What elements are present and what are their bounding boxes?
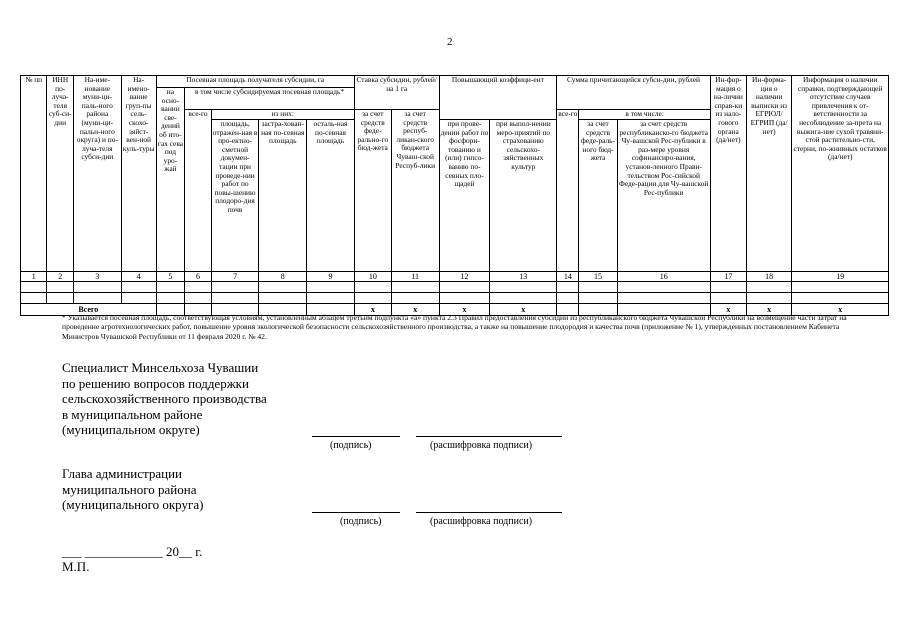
header-sown-area-group: Посевная площадь получателя субсидии, га — [156, 76, 354, 88]
column-number: 10 — [354, 272, 391, 282]
table-row — [21, 282, 889, 293]
table-cell[interactable] — [746, 282, 792, 293]
specialist-signature-line[interactable] — [312, 436, 400, 437]
header-tax-certificate: Ин-фор-мация о на-личии справ-ки из нало-гового органа (да/нет) — [710, 76, 746, 272]
header-district: На-име-нование муни-ци-паль-ного района (муни-ци-пальн-ного округа) и по-луча-теля субси-дии — [73, 76, 121, 272]
table-cell[interactable] — [121, 293, 156, 304]
column-number: 4 — [121, 272, 156, 282]
table-cell[interactable] — [579, 293, 617, 304]
date-line[interactable]: ___ ____________ 20__ г. — [62, 544, 203, 559]
total-label: Всего — [21, 304, 157, 316]
head-decoding-caption: (расшифровка подписи) — [430, 516, 533, 527]
column-number: 15 — [579, 272, 617, 282]
table-cell[interactable] — [307, 293, 355, 304]
column-number: 14 — [557, 272, 579, 282]
header-in-that: в том числе: — [579, 110, 710, 120]
specialist-signature-caption: (подпись) — [330, 440, 372, 451]
column-number: 8 — [259, 272, 307, 282]
table-cell[interactable] — [156, 293, 185, 304]
subsidy-table — [20, 75, 889, 316]
header-sum-group: Сумма причитающейся субси-дии, рублей — [557, 76, 711, 110]
header-coef-insurance: при выпол-нении меро-приятий по страхованию сельскохо-зяйственных культур — [490, 120, 557, 272]
head-title-line: муниципального района — [62, 481, 197, 497]
table-cell[interactable] — [73, 282, 121, 293]
table-cell[interactable] — [259, 282, 307, 293]
header-fire-ban-certificate: Информация о наличии справки, подтверждающей отсутствие случаев привлечения к от-ветственности за несоблюдение за-прета на выжига-ние сухой травяни-стой растительно-сти, стерни, по-жнивных остатков (да/нет) — [792, 76, 889, 272]
column-number: 16 — [617, 272, 710, 282]
table-cell[interactable] — [156, 282, 185, 293]
table-cell[interactable] — [710, 282, 746, 293]
column-number: 13 — [490, 272, 557, 282]
total-x-mark: х — [792, 304, 889, 316]
table-cell[interactable] — [259, 293, 307, 304]
column-number: 6 — [185, 272, 211, 282]
column-number: 11 — [391, 272, 439, 282]
table-cell[interactable] — [557, 293, 579, 304]
header-inn: ИНН по-луча-теля суб-си-дии — [47, 76, 73, 272]
header-coef-phosphoritization: при прове-дении работ по фосфори-тованию и (или) гипсо-ванию по-севных пло-щадей — [439, 120, 490, 272]
table-cell[interactable] — [121, 282, 156, 293]
column-number: 5 — [156, 272, 185, 282]
column-number: 19 — [792, 272, 889, 282]
header-coefficient-group: Повышающий коэффици-ент — [439, 76, 557, 120]
total-x-mark: х — [710, 304, 746, 316]
header-area-total: все-го — [185, 110, 211, 272]
table-cell[interactable] — [557, 282, 579, 293]
table-cell[interactable] — [354, 282, 391, 293]
table-cell[interactable] — [73, 293, 121, 304]
header-sum-republican: за счет средств республиканско-го бюджета Чу-вашской Рес-публики в раз-мере уровня софинансиро-вания, установ-ленного Прави-тельством Рос-сийской Феде-рации для Чу-вашской Рес-публики — [617, 120, 710, 272]
table-cell[interactable] — [21, 293, 47, 304]
page-number: 2 — [447, 36, 453, 48]
table-cell[interactable] — [21, 282, 47, 293]
header-sowing-results: на осно-вании све-дений об ито-гах сева под уро-жай — [156, 88, 185, 272]
table-cell[interactable] — [211, 293, 259, 304]
column-number: 7 — [211, 272, 259, 282]
header-rate-federal: за счет средств феде-рально-го бюд-жета — [354, 110, 391, 272]
head-title — [62, 466, 203, 513]
specialist-title-line: по решению вопросов поддержки — [62, 375, 249, 391]
table-cell[interactable] — [307, 282, 355, 293]
header-crop-group: На-имено-вание груп-пы сель-скохо-зяйст-вен-ной куль-туры — [121, 76, 156, 272]
table-cell[interactable] — [47, 282, 73, 293]
header-remaining-area: осталь-ная по-севная площадь — [307, 120, 355, 272]
table-cell[interactable] — [391, 293, 439, 304]
header-of-which: из них: — [211, 110, 354, 120]
total-x-mark: х — [439, 304, 490, 316]
header-sum-federal: за счет средств феде-раль-ного бюд-жета — [579, 120, 617, 272]
header-insured-area: застра-хован-ная по-севная площадь — [259, 120, 307, 272]
column-number: 12 — [439, 272, 490, 282]
table-cell[interactable] — [439, 282, 490, 293]
total-x-mark: х — [354, 304, 391, 316]
head-signature-line[interactable] — [312, 512, 400, 513]
table-cell[interactable] — [354, 293, 391, 304]
specialist-title-line: Специалист Минсельхоза Чувашии — [62, 360, 259, 375]
column-number: 2 — [47, 272, 73, 282]
specialist-title — [62, 360, 267, 438]
header-egrul-extract: Ин-форма-ция о наличии выписки из ЕГРЮЛ/ ЕГРИП (да/нет) — [746, 76, 792, 272]
table-cell[interactable] — [617, 293, 710, 304]
date-and-stamp — [62, 544, 202, 574]
table-cell[interactable] — [746, 293, 792, 304]
table-cell[interactable] — [211, 282, 259, 293]
table-cell[interactable] — [185, 293, 211, 304]
header-number: № пп — [21, 76, 47, 272]
header-rate-republican: за счет средств респуб-ликан-ского бюджета Чуваш-ской Респуб-лики — [391, 110, 439, 272]
column-number: 3 — [73, 272, 121, 282]
column-number: 9 — [307, 272, 355, 282]
column-numbers-row — [21, 272, 889, 282]
header-subsidized-area: в том числе субсидируемая посевная площадь* — [185, 88, 355, 110]
table-cell[interactable] — [579, 282, 617, 293]
header-rate-group: Ставка субсидии, рублей/ на 1 га — [354, 76, 439, 110]
table-cell[interactable] — [391, 282, 439, 293]
table-cell[interactable] — [47, 293, 73, 304]
table-cell[interactable] — [490, 293, 557, 304]
column-number: 1 — [21, 272, 47, 282]
specialist-decoding-caption: (расшифровка подписи) — [430, 440, 533, 451]
table-cell[interactable] — [185, 282, 211, 293]
table-cell[interactable] — [617, 282, 710, 293]
head-signature-caption: (подпись) — [340, 516, 382, 527]
table-cell[interactable] — [792, 293, 889, 304]
specialist-title-line: в муниципальном районе — [62, 406, 203, 422]
column-number: 18 — [746, 272, 792, 282]
specialist-title-line: (муниципальном округе) — [62, 422, 200, 438]
table-cell[interactable] — [710, 293, 746, 304]
specialist-decoding-line[interactable] — [416, 436, 562, 437]
specialist-title-line: сельскохозяйственного производства — [62, 391, 267, 407]
head-title-line: (муниципального округа) — [62, 497, 204, 513]
table-cell[interactable] — [792, 282, 889, 293]
total-x-mark: х — [490, 304, 557, 316]
column-number: 17 — [710, 272, 746, 282]
header-sum-total: все-го — [557, 110, 579, 272]
table-cell[interactable] — [439, 293, 490, 304]
head-title-line: Глава администрации — [62, 466, 183, 481]
stamp-label: М.П. — [62, 559, 90, 574]
table-row — [21, 293, 889, 304]
table-cell[interactable] — [490, 282, 557, 293]
head-decoding-line[interactable] — [416, 512, 562, 513]
total-x-mark: х — [746, 304, 792, 316]
footnote: * Указывается посевная площадь, соответствующая условиям, установленным абзацем третьим подпункта «а» пункта 2.3 Правил предоставления субсидий из республиканского бюджета Чувашской Республики на возмещение части затрат на проведение агротехнологических работ, повышение уровня экологической безопасности сельскохозяйственного производства, а также на повышение плодородия и качества почв (приложение № 1), утвержденных постановлением Кабинета Министров Чувашской Республики от 11 февраля 2020 г. № 42. — [62, 313, 847, 341]
total-x-mark: х — [391, 304, 439, 316]
header-project-area: площадь, отражен-ная в про-ектно-сметной докумен-тации при проведе-нии работ по повы-шению плодоро-дия почв — [211, 120, 259, 272]
